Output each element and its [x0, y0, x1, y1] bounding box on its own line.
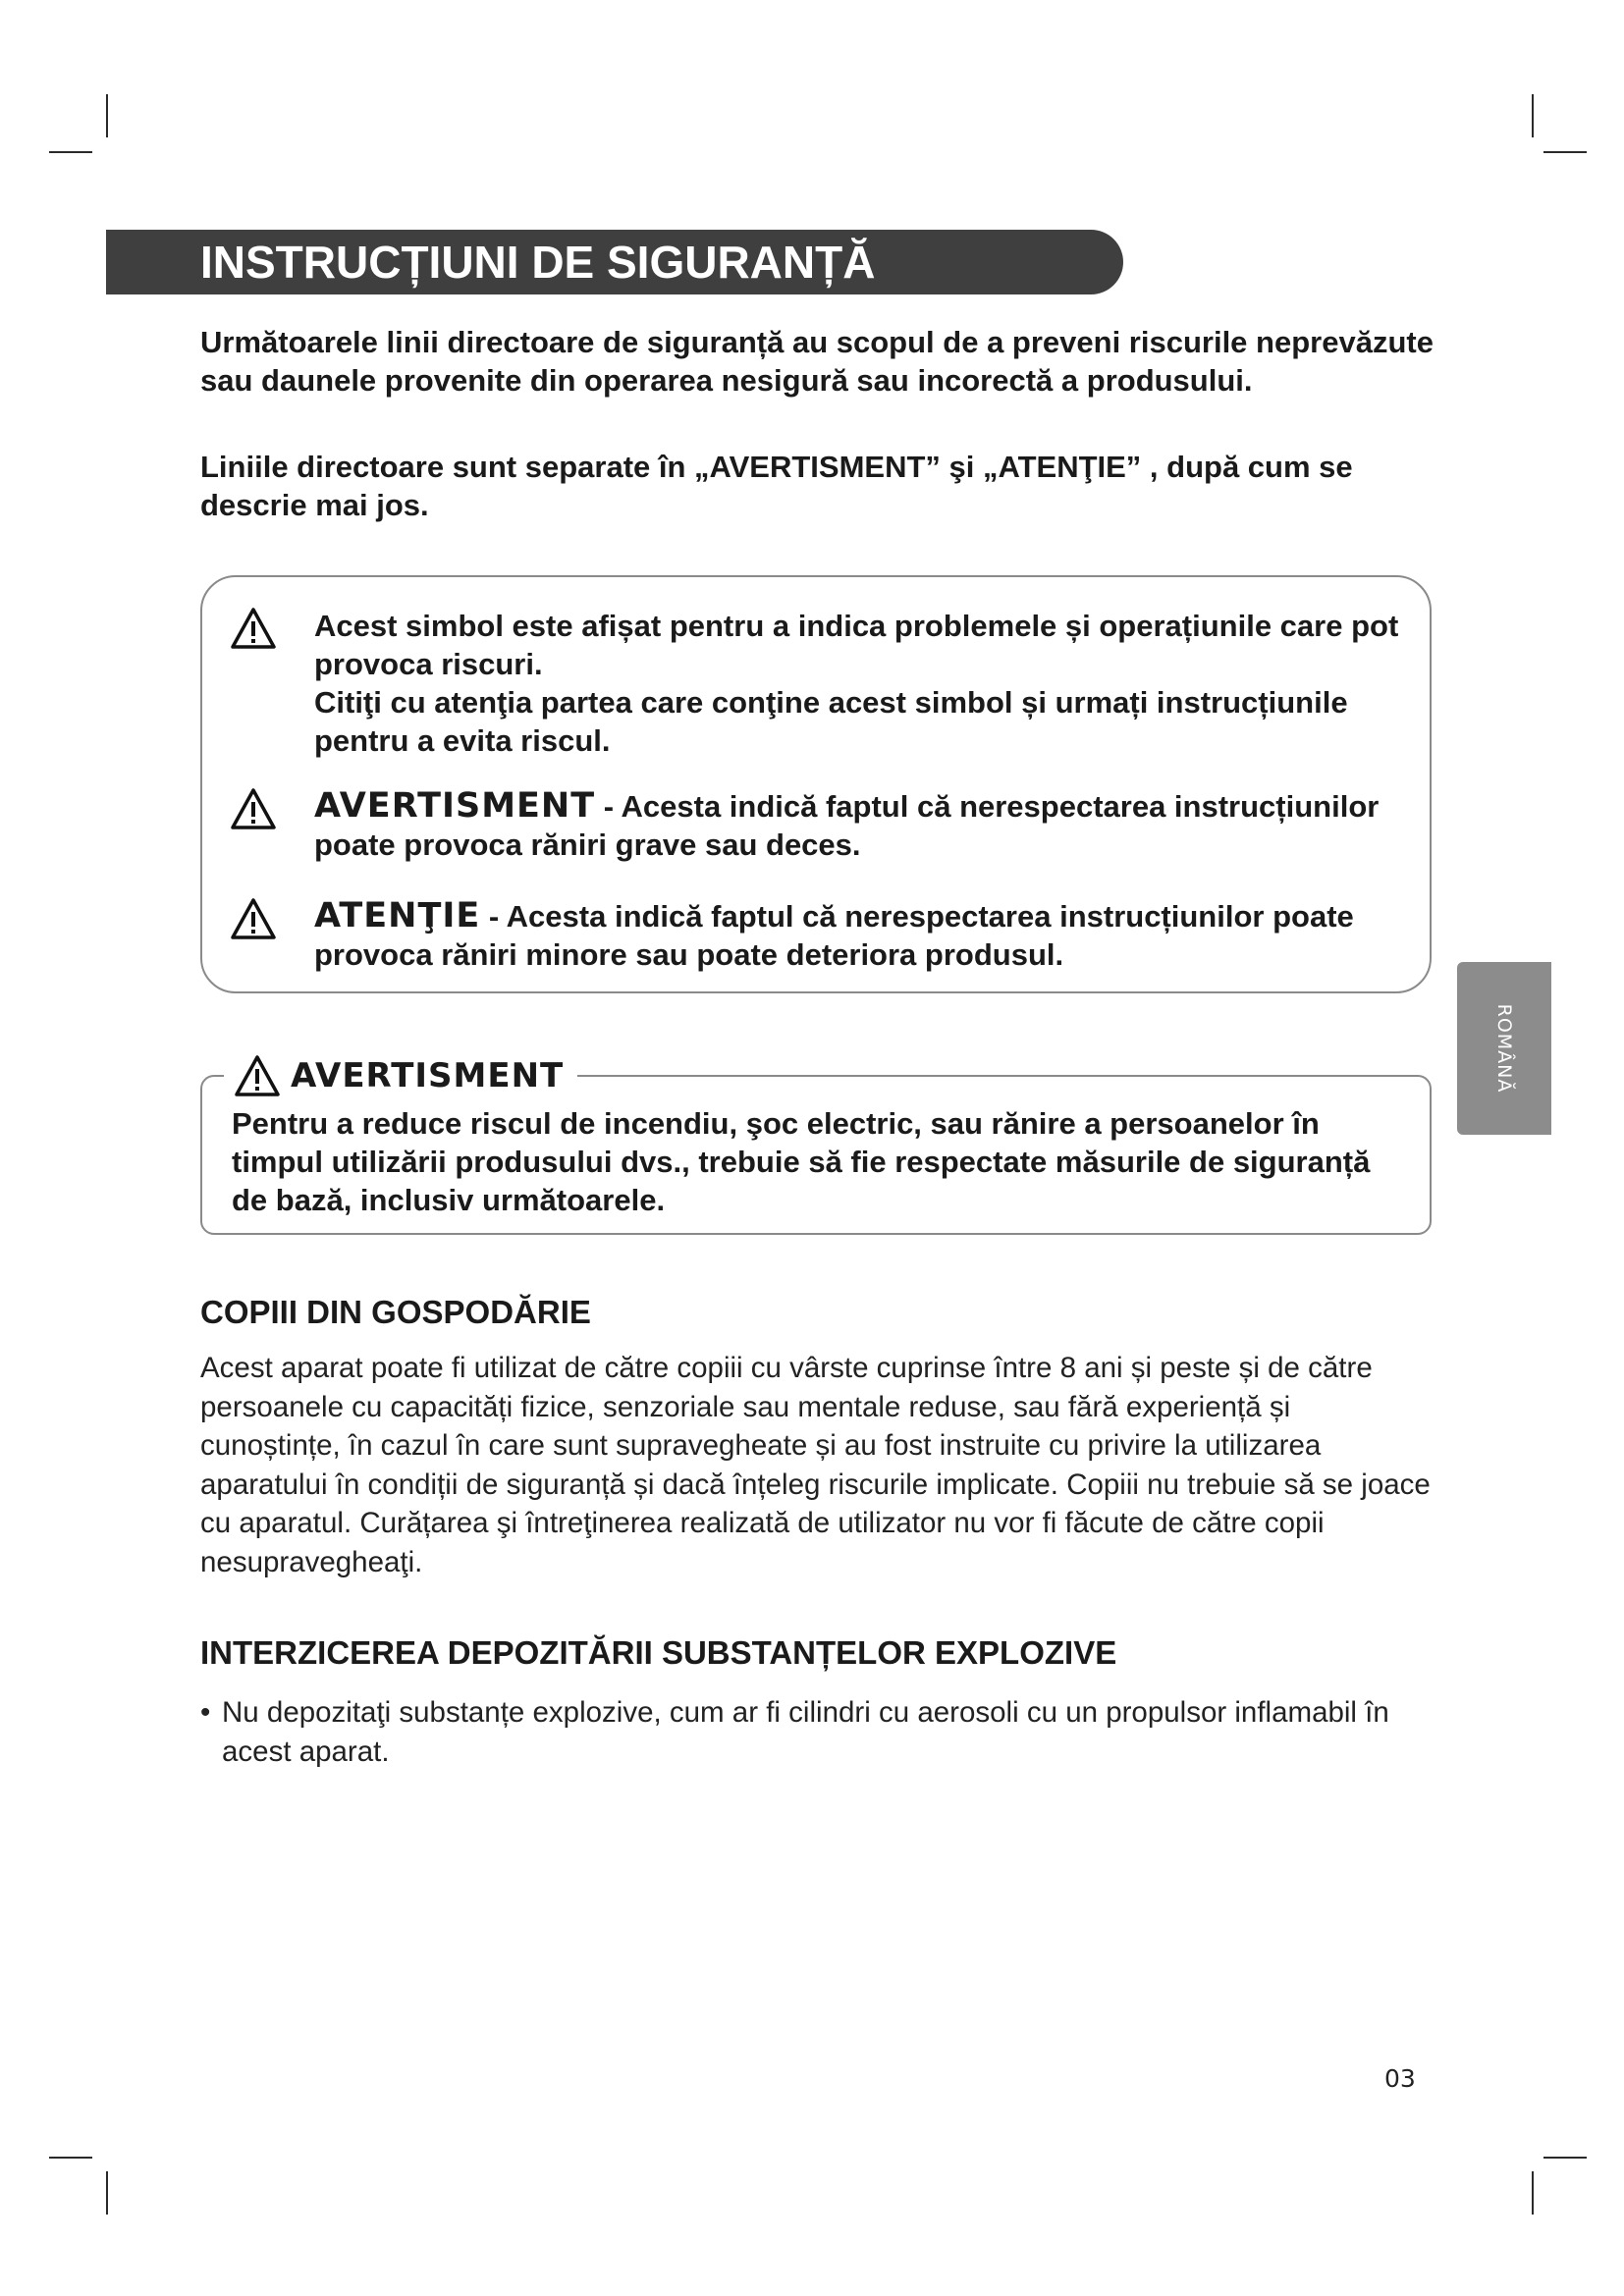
crop-mark: [106, 94, 108, 137]
warning-box-title: AVERTISMENT: [291, 1056, 565, 1095]
crop-mark: [106, 2171, 108, 2215]
crop-mark: [1543, 2157, 1587, 2159]
caution-description: - Acesta indică faptul că nerespectarea instrucțiunilor poate provoca răniri minore sau poate deteriora produsul.: [314, 899, 1354, 972]
legend-caution-row: [230, 897, 1408, 974]
legend-symbol-text-2: Citiţi cu atenţia partea care conţine acest simbol și urmați instrucțiunile pentru a evita riscul.: [314, 685, 1348, 758]
legend-symbol-row: [230, 607, 1408, 760]
symbol-legend-box: [200, 575, 1432, 993]
list-item: [200, 1693, 1418, 1771]
warning-box-text: Pentru a reduce riscul de incendiu, şoc electric, sau rănire a persoanelor în timpul utilizării produsului dvs., trebuie să fie respectate măsurile de siguranță de bază, inclusiv următoarele.: [232, 1106, 1371, 1217]
intro-paragraph-2: Liniile directoare sunt separate în „AVERTISMENT” şi „ATENŢIE” , după cum se descrie mai jos.: [200, 450, 1353, 522]
bullet-icon: •: [200, 1696, 211, 1729]
warning-triangle-icon: [230, 897, 277, 940]
page-number: 03: [1384, 2064, 1416, 2093]
legend-warning-row: [230, 787, 1408, 864]
crop-mark: [1543, 151, 1587, 153]
warning-triangle-icon: [230, 787, 277, 830]
bullet-text: Nu depozitaţi substanțe explozive, cum ar fi cilindri cu aerosoli cu un propulsor inflamabil în acest aparat.: [222, 1696, 1389, 1768]
page-title: INSTRUCȚIUNI DE SIGURANȚĂ: [200, 237, 876, 288]
title-banner: [106, 230, 1123, 294]
section-body-children: Acest aparat poate fi utilizat de către copiii cu vârste cuprinse între 8 ani și peste și de către persoanele cu capacități fizice, senzoriale sau mentale reduse, sau fără experiență și cunoștințe, în cazul în care sunt supravegheate și au fost instruite cu privire la utilizarea aparatului în condiții de siguranță și dacă înțeleg riscurile implicate. Copiii nu trebuie să se joace cu aparatul. Curățarea şi întreţinerea realizată de utilizator nu vor fi făcute de către copii nesupravegheaţi.: [200, 1352, 1431, 1578]
crop-mark: [1532, 94, 1534, 137]
warning-box: [200, 1056, 1432, 1235]
intro-paragraph-1: Următoarele linii directoare de siguranță au scopul de a preveni riscurile neprevăzute sau daunele provenite din operarea nesigură sau incorectă a produsului.: [200, 325, 1434, 398]
language-tab-label: ROMÂNĂ: [1493, 1003, 1515, 1094]
caution-keyword: ATENŢIE: [314, 896, 481, 935]
warning-triangle-icon: [230, 607, 277, 650]
legend-symbol-text-1: Acest simbol este afișat pentru a indica problemele și operațiunile care pot provoca riscuri.: [314, 609, 1399, 681]
language-tab: [1457, 962, 1551, 1135]
warning-keyword: AVERTISMENT: [314, 786, 596, 826]
warning-triangle-icon: [234, 1054, 281, 1097]
crop-mark: [1532, 2171, 1534, 2215]
section-heading-children: COPIII DIN GOSPODĂRIE: [200, 1294, 591, 1330]
warning-box-label: [224, 1051, 577, 1100]
crop-mark: [49, 2157, 92, 2159]
crop-mark: [49, 151, 92, 153]
section-heading-explosives: INTERZICEREA DEPOZITĂRII SUBSTANȚELOR EXPLOZIVE: [200, 1634, 1117, 1671]
warning-description: - Acesta indică faptul că nerespectarea instrucțiunilor poate provoca răniri grave sau deces.: [314, 789, 1380, 862]
